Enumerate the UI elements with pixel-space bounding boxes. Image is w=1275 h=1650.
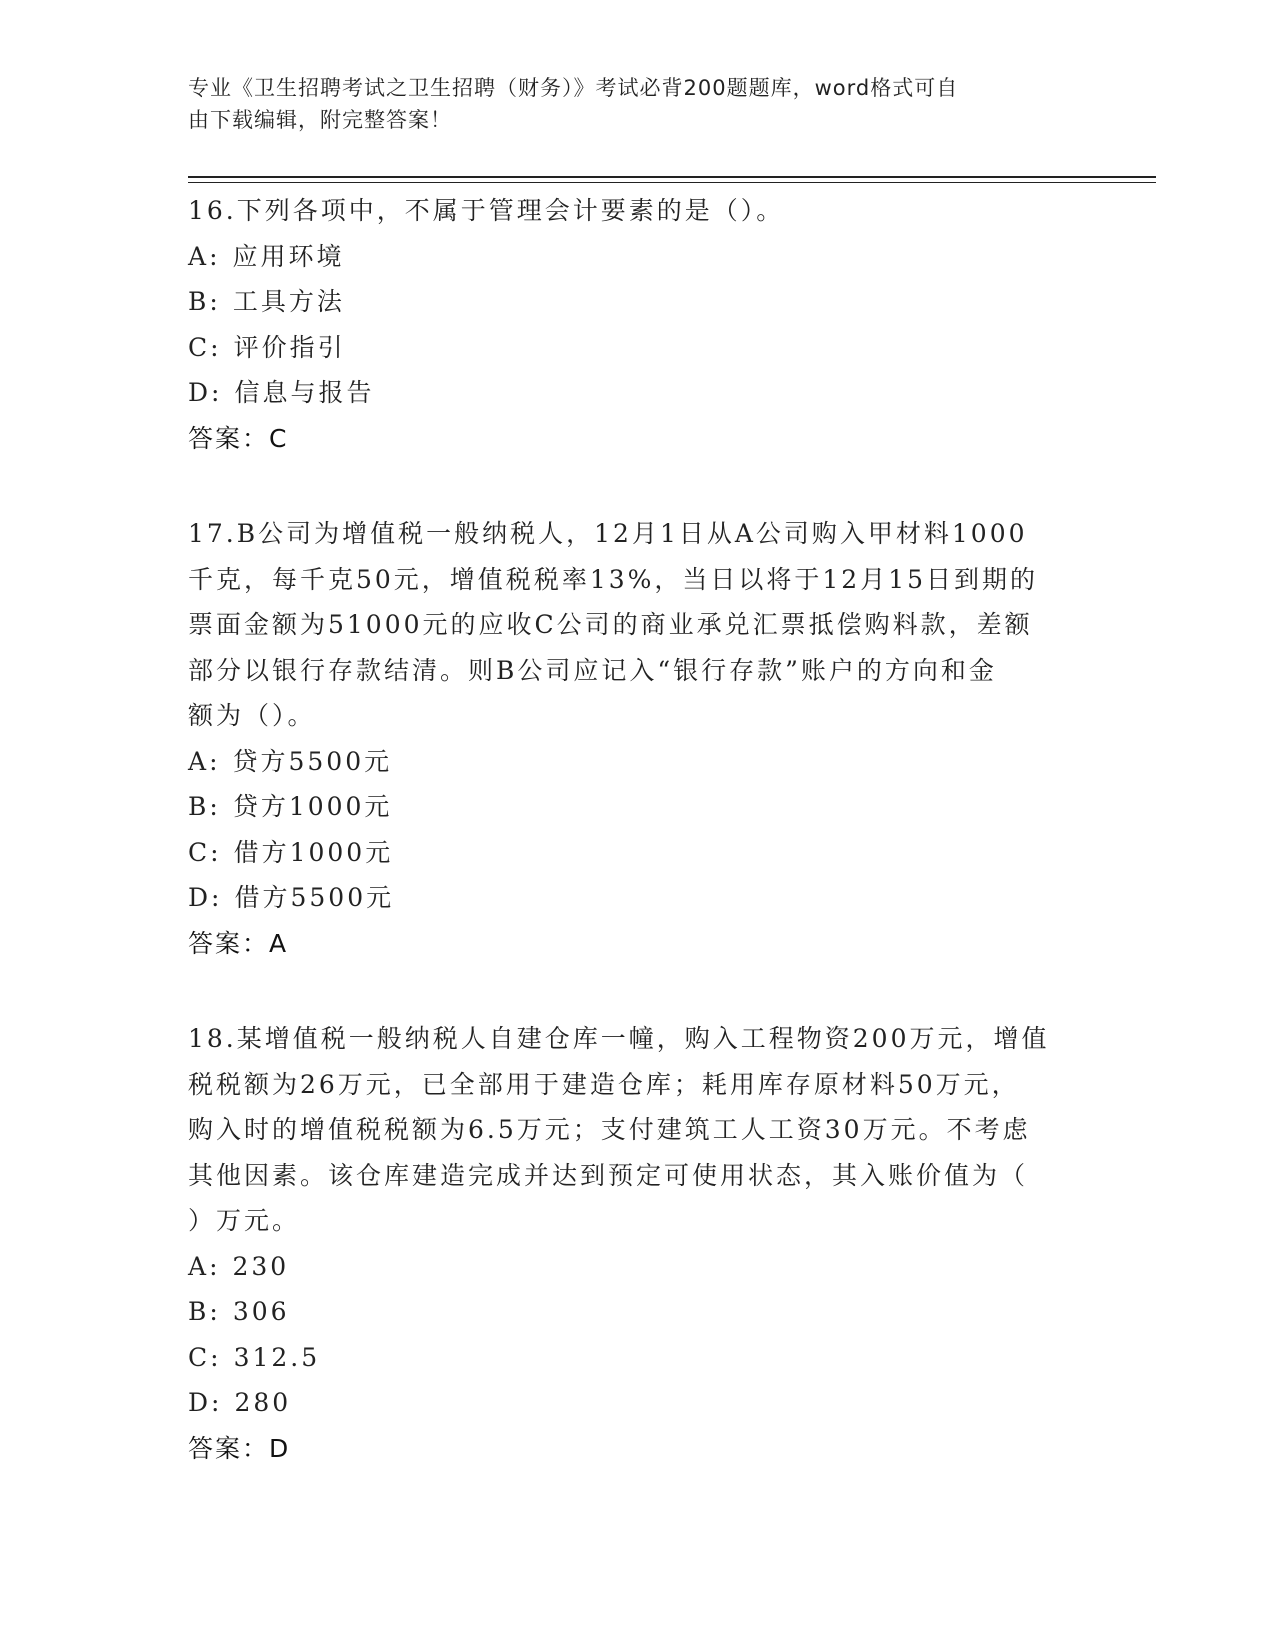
header-title-line-1: 专业《卫生招聘考试之卫生招聘（财务）》考试必背200题题库，word格式可自 [188, 76, 959, 100]
question-stem-line: 额为（）。 [188, 701, 316, 730]
document-header [188, 72, 1088, 136]
question-stem-line: 千克，每千克50元，增值税税率13%，当日以将于12月15日到期的 [188, 564, 1039, 594]
question-16 [188, 188, 1088, 461]
answer-line: 答案：A [188, 928, 289, 958]
question-stem-line: 部分以银行存款结清。则B公司应记入“银行存款”账户的方向和金 [188, 655, 997, 685]
question-18 [188, 1016, 1088, 1471]
header-divider-thick [188, 176, 1156, 178]
option-b: B: 贷方1000元 [188, 792, 393, 821]
question-stem-line: 其他因素。该仓库建造完成并达到预定可使用状态，其入账价值为（ [188, 1160, 1029, 1190]
option-text: 借方5500元 [234, 883, 395, 912]
option-a: A: 贷方5500元 [188, 746, 393, 776]
option-a: A: 应用环境 [188, 241, 345, 271]
question-stem-line: 票面金额为51000元的应收C公司的商业承兑汇票抵偿购料款，差额 [188, 610, 1033, 639]
question-list [188, 188, 1088, 1521]
option-c: C: 312.5 [188, 1342, 321, 1372]
option-c: C: 借方1000元 [188, 837, 394, 867]
option-c: C: 评价指引 [188, 332, 346, 362]
option-text: 230 [232, 1251, 290, 1281]
question-stem-line: 16.下列各项中，不属于管理会计要素的是（）。 [188, 196, 785, 225]
option-text: 借方1000元 [233, 837, 394, 867]
option-text: 280 [234, 1388, 292, 1417]
option-text: 312.5 [233, 1342, 321, 1372]
question-17 [188, 511, 1088, 966]
option-text: 贷方5500元 [232, 746, 393, 776]
option-b: B: 工具方法 [188, 287, 345, 316]
question-stem-line: 税税额为26万元，已全部用于建造仓库；耗用库存原材料50万元， [188, 1069, 1020, 1099]
option-text: 评价指引 [233, 332, 346, 362]
answer-line: 答案：D [188, 1433, 291, 1463]
option-text: 应用环境 [232, 241, 345, 271]
question-stem-line: ）万元。 [188, 1206, 301, 1235]
answer-line: 答案：C [188, 423, 289, 453]
option-text: 工具方法 [232, 287, 345, 316]
header-divider-thin [188, 182, 1156, 183]
option-d: D: 借方5500元 [188, 883, 395, 912]
option-a: A: 230 [188, 1251, 290, 1281]
question-stem-line: 购入时的增值税税额为6.5万元；支付建筑工人工资30万元。不考虑 [188, 1115, 1031, 1144]
question-stem-line: 18.某增值税一般纳税人自建仓库一幢，购入工程物资200万元，增值 [188, 1024, 1050, 1053]
option-text: 贷方1000元 [232, 792, 393, 821]
question-stem-line: 17.B公司为增值税一般纳税人，12月1日从A公司购入甲材料1000 [188, 519, 1028, 548]
option-d: D: 280 [188, 1388, 292, 1417]
option-b: B: 306 [188, 1297, 290, 1326]
option-d: D: 信息与报告 [188, 378, 375, 407]
option-text: 信息与报告 [234, 378, 375, 407]
option-text: 306 [232, 1297, 290, 1326]
header-title-line-2: 由下载编辑，附完整答案！ [188, 108, 452, 132]
